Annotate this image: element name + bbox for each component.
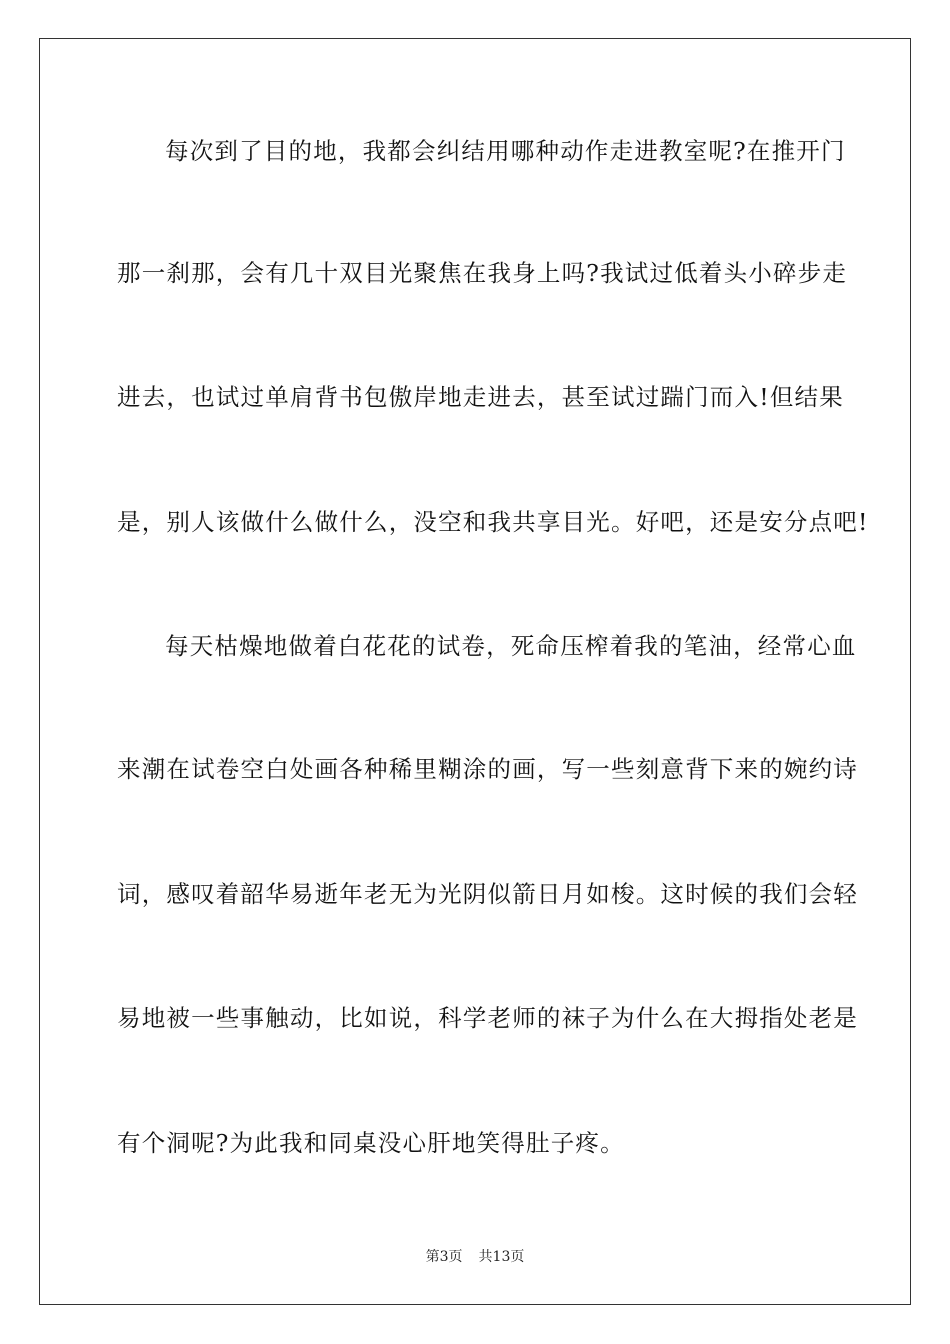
paragraph-2-line-4: 易地被一些事触动，比如说，科学老师的袜子为什么在大拇指处老是 [117,1004,858,1032]
page-total: 共13页 [478,1249,525,1265]
paragraph-1-line-3: 进去，也试过单肩背书包傲岸地走进去，甚至试过踹门而入!但结果 [117,383,844,411]
paragraph-1-line-4: 是，别人该做什么做什么，没空和我共享目光。好吧，还是安分点吧! [117,508,869,536]
paragraph-2-line-1: 每天枯燥地做着白花花的试卷，死命压榨着我的笔油，经常心血 [165,632,857,660]
paragraph-2-line-2: 来潮在试卷空白处画各种稀里糊涂的画，写一些刻意背下来的婉约诗 [117,755,858,783]
paragraph-1-line-1: 每次到了目的地，我都会纠结用哪种动作走进教室呢?在推开门 [165,137,846,165]
paragraph-1-line-2: 那一刹那，会有几十双目光聚焦在我身上吗?我试过低着头小碎步走 [117,259,848,287]
paragraph-2-line-3: 词，感叹着韶华易逝年老无为光阴似箭日月如梭。这时候的我们会轻 [117,880,858,908]
paragraph-2-line-5: 有个洞呢?为此我和同桌没心肝地笑得肚子疼。 [117,1129,625,1157]
page-border [39,38,911,1305]
page-footer [0,1248,950,1266]
page-number: 第3页 [425,1249,463,1265]
